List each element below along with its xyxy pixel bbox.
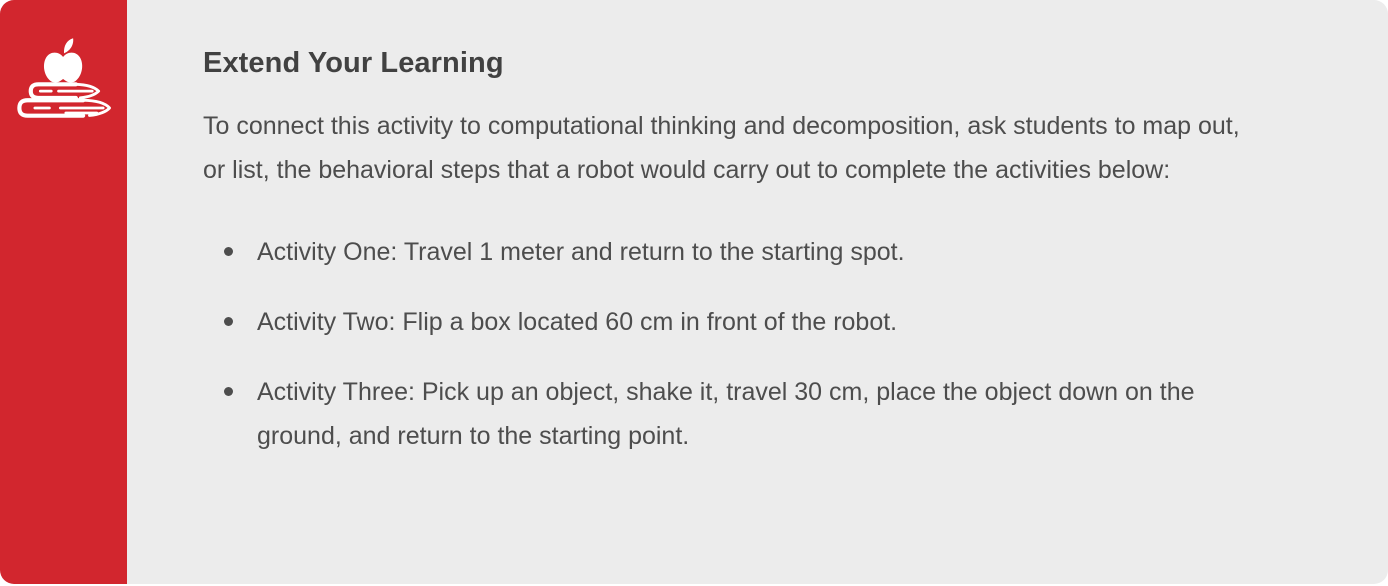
bullet-dot-icon <box>224 247 233 256</box>
red-sidebar <box>0 0 127 584</box>
activity-list <box>203 230 1283 458</box>
activity-item-one <box>203 230 1277 274</box>
activity-item-text: Activity One: Travel 1 meter and return to the starting spot. <box>257 238 905 266</box>
callout-heading: Extend Your Learning <box>203 47 504 79</box>
activity-item-three <box>203 370 1277 458</box>
activity-item-two <box>203 300 1277 344</box>
apple-on-books-icon <box>13 36 115 118</box>
bullet-dot-icon <box>224 387 233 396</box>
intro-paragraph: To connect this activity to computational thinking and decomposition, ask students to map out, or list, the behavioral steps that a robot would carry out to complete the activities below: <box>203 112 1240 184</box>
activity-item-text: Activity Two: Flip a box located 60 cm in front of the robot. <box>257 308 898 336</box>
activity-item-text: Activity Three: Pick up an object, shake it, travel 30 cm, place the object down on the ground, and return to the starting point. <box>257 378 1195 450</box>
bullet-dot-icon <box>224 317 233 326</box>
callout-content <box>127 0 1388 584</box>
